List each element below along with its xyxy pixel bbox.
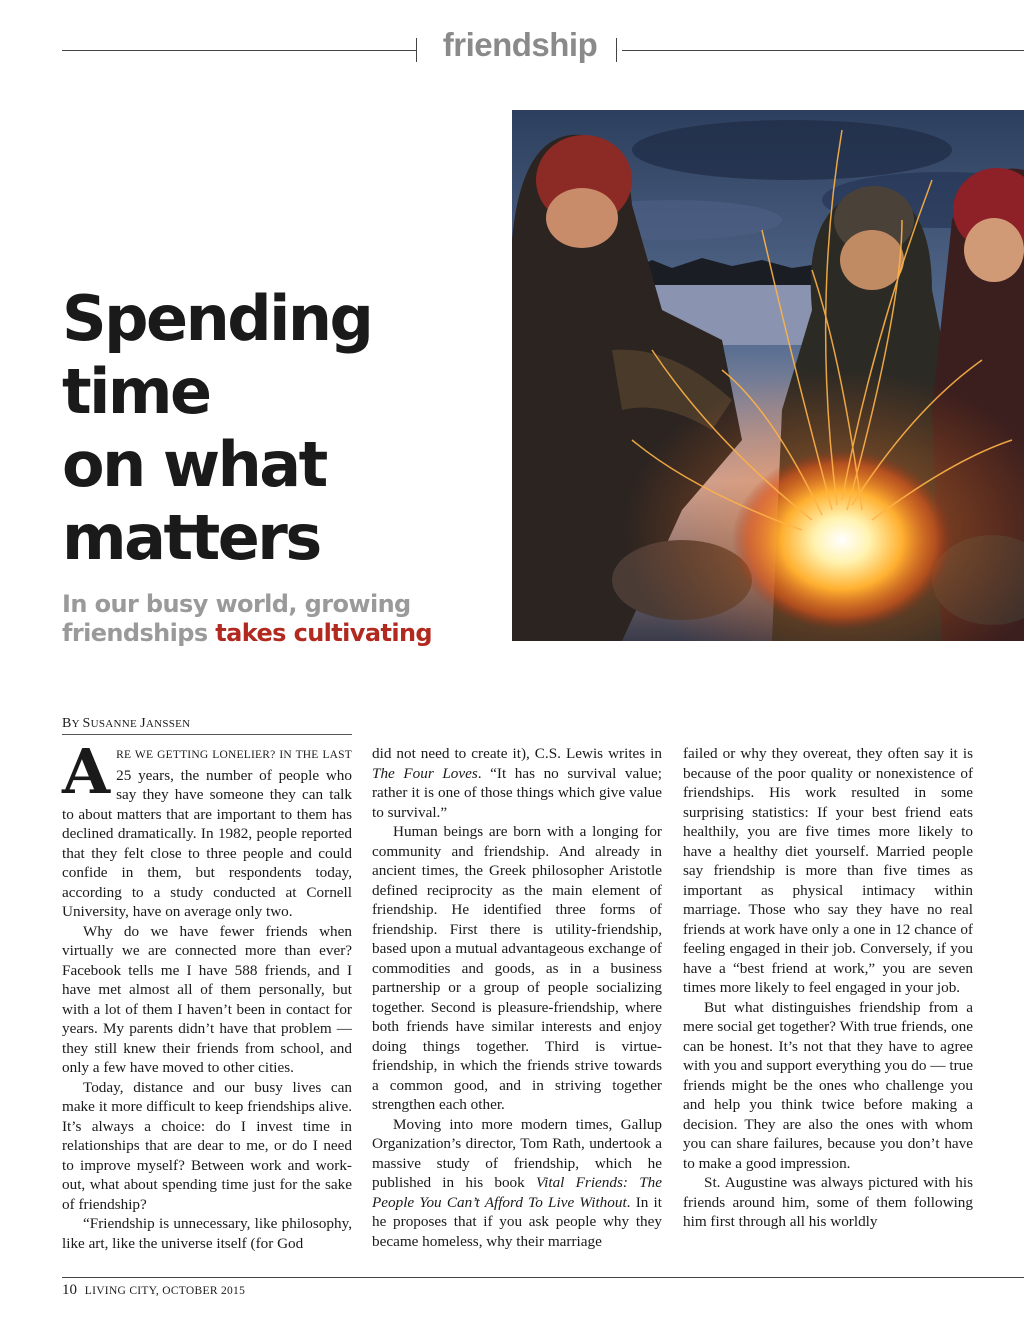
headline-line-4: matters [62, 501, 320, 574]
paragraph-5: Human beings are born with a longing for community and friendship. And already in ancient times, the Greek philosopher Aristotle defined reciprocity as the main element of friendship. He identified three forms of friendship. First there is utility-friendship, based upon a mutual advantageous exchange of commodities and goods, as in a business partnership or a group of people socializing together. Second is pleasure-friendship, where both friends have similar interests and enjoy doing things together. Third is virtue-friendship, in which the friends strive towards a common good, and in striving together strengthen each other. [372, 823, 662, 1113]
section-label: friendship [442, 26, 598, 63]
headline-line-2: time [62, 355, 210, 428]
paragraph-6-text-b: . In it he proposes that if you ask people why they became homeless, why their marriage [372, 1193, 663, 1250]
deck-accent: takes cultivating [215, 619, 433, 647]
section-rule-tick-left [416, 38, 417, 62]
campfire-photo [512, 110, 1024, 641]
paragraph-4-text-b: . “It has no survival value; rather it is one of those things which give value to survival.” [372, 764, 662, 821]
paragraph-7: But what distinguishes friendship from a mere social get together? With true friends, one can be honest. It’s not that they have to agree with you and support everything you do — true friends might be the ones who challenge you and help you think twice before making a decision. They are also the ones with whom you can share failures, because you don’t have to make a good impression. [683, 998, 973, 1172]
byline-first-rest: USANNE [90, 718, 141, 730]
drop-cap: A [62, 735, 111, 808]
paragraph-1-text: 25 years, the number of people who say they have someone they can talk to about matters that are important to them has declined dramatically. In 1982, people reported that they felt close to three people and could confide in them, but respondents today, according to a study conducted at Cornell University, have on average only two. [62, 766, 352, 920]
headline-line-1: Spending [62, 282, 372, 355]
article-column-1 [62, 735, 352, 1253]
publication-line: LIVING CITY, OCTOBER 2015 [84, 1285, 246, 1297]
paragraph-4-text-a: did not need to create it), C.S. Lewis writes in [372, 745, 662, 762]
byline-first-initial: S [82, 716, 91, 731]
article-column-2 [372, 744, 662, 1251]
paragraph-4-continued [372, 744, 662, 822]
book-title-vital-friends: Vital Friends: The People You Can’t Afford To Live Without [372, 1174, 662, 1211]
lede-small-caps: RE WE GETTING LONELIER? IN THE LAST [116, 749, 352, 761]
page-folio [62, 1282, 245, 1299]
deck-subtitle [62, 590, 502, 648]
byline-by-initial: B [62, 716, 72, 731]
footer-rule [62, 1277, 1024, 1278]
paragraph-6-text-a: Moving into more modern times, Gallup Organization’s director, Tom Rath, undertook a massive study of friendship, which he published in his book [372, 1115, 662, 1191]
paragraph-1 [62, 735, 352, 922]
book-title-four-loves: The Four Loves [372, 764, 478, 782]
byline-last-initial: J [140, 716, 146, 731]
paragraph-4-start: “Friendship is unnecessary, like philosophy, like art, like the universe itself (for God [62, 1215, 352, 1252]
paragraph-8: St. Augustine was always pictured with his friends around him, some of them following him first through all his worldly [683, 1174, 973, 1230]
section-rule-right [622, 50, 1024, 51]
section-rule-tick-right [616, 38, 617, 62]
byline-by-rest: Y [71, 718, 83, 730]
paragraph-3: Today, distance and our busy lives can make it more difficult to keep friendships alive. It’s always a choice: do I invest time in relationships that are dear to me, or do I need to improve myself? Between work and work-out, what about spending time just for the sake of friendship? [62, 1078, 352, 1213]
article-column-3 [683, 744, 973, 1232]
byline [62, 716, 352, 735]
headline [62, 282, 502, 574]
deck-text: In our busy world, growing friendships [62, 590, 411, 647]
byline-last-rest: ANSSEN [145, 718, 191, 730]
section-rule-left [62, 50, 416, 51]
paragraph-6-continued: failed or why they overeat, they often say it is because of the poor quality or nonexistence of friendships. His work resulted in some surprising statistics: If your best friend eats healthily, you are five times more likely to have a healthy diet yourself. Married people say friendship is more than five times as important as physical intimacy within marriage. Those who say they have no real friends at work have only a one in 12 chance of feeling engaged in their job. Conversely, if you have a “best friend at work,” you are seven times more likely to feel engaged in your job. [683, 745, 973, 996]
headline-line-3: on what [62, 428, 326, 501]
paragraph-2: Why do we have fewer friends when virtually we are connected more than ever? Facebook tells me I have 588 friends, and I have met almost all of them personally, but with a lot of them I haven’t been in contact for years. My parents didn’t have that problem — they still knew their friends from school, and only a few have moved to other cities. [62, 922, 352, 1076]
page-number: 10 [62, 1282, 77, 1298]
paragraph-6 [372, 1115, 662, 1252]
